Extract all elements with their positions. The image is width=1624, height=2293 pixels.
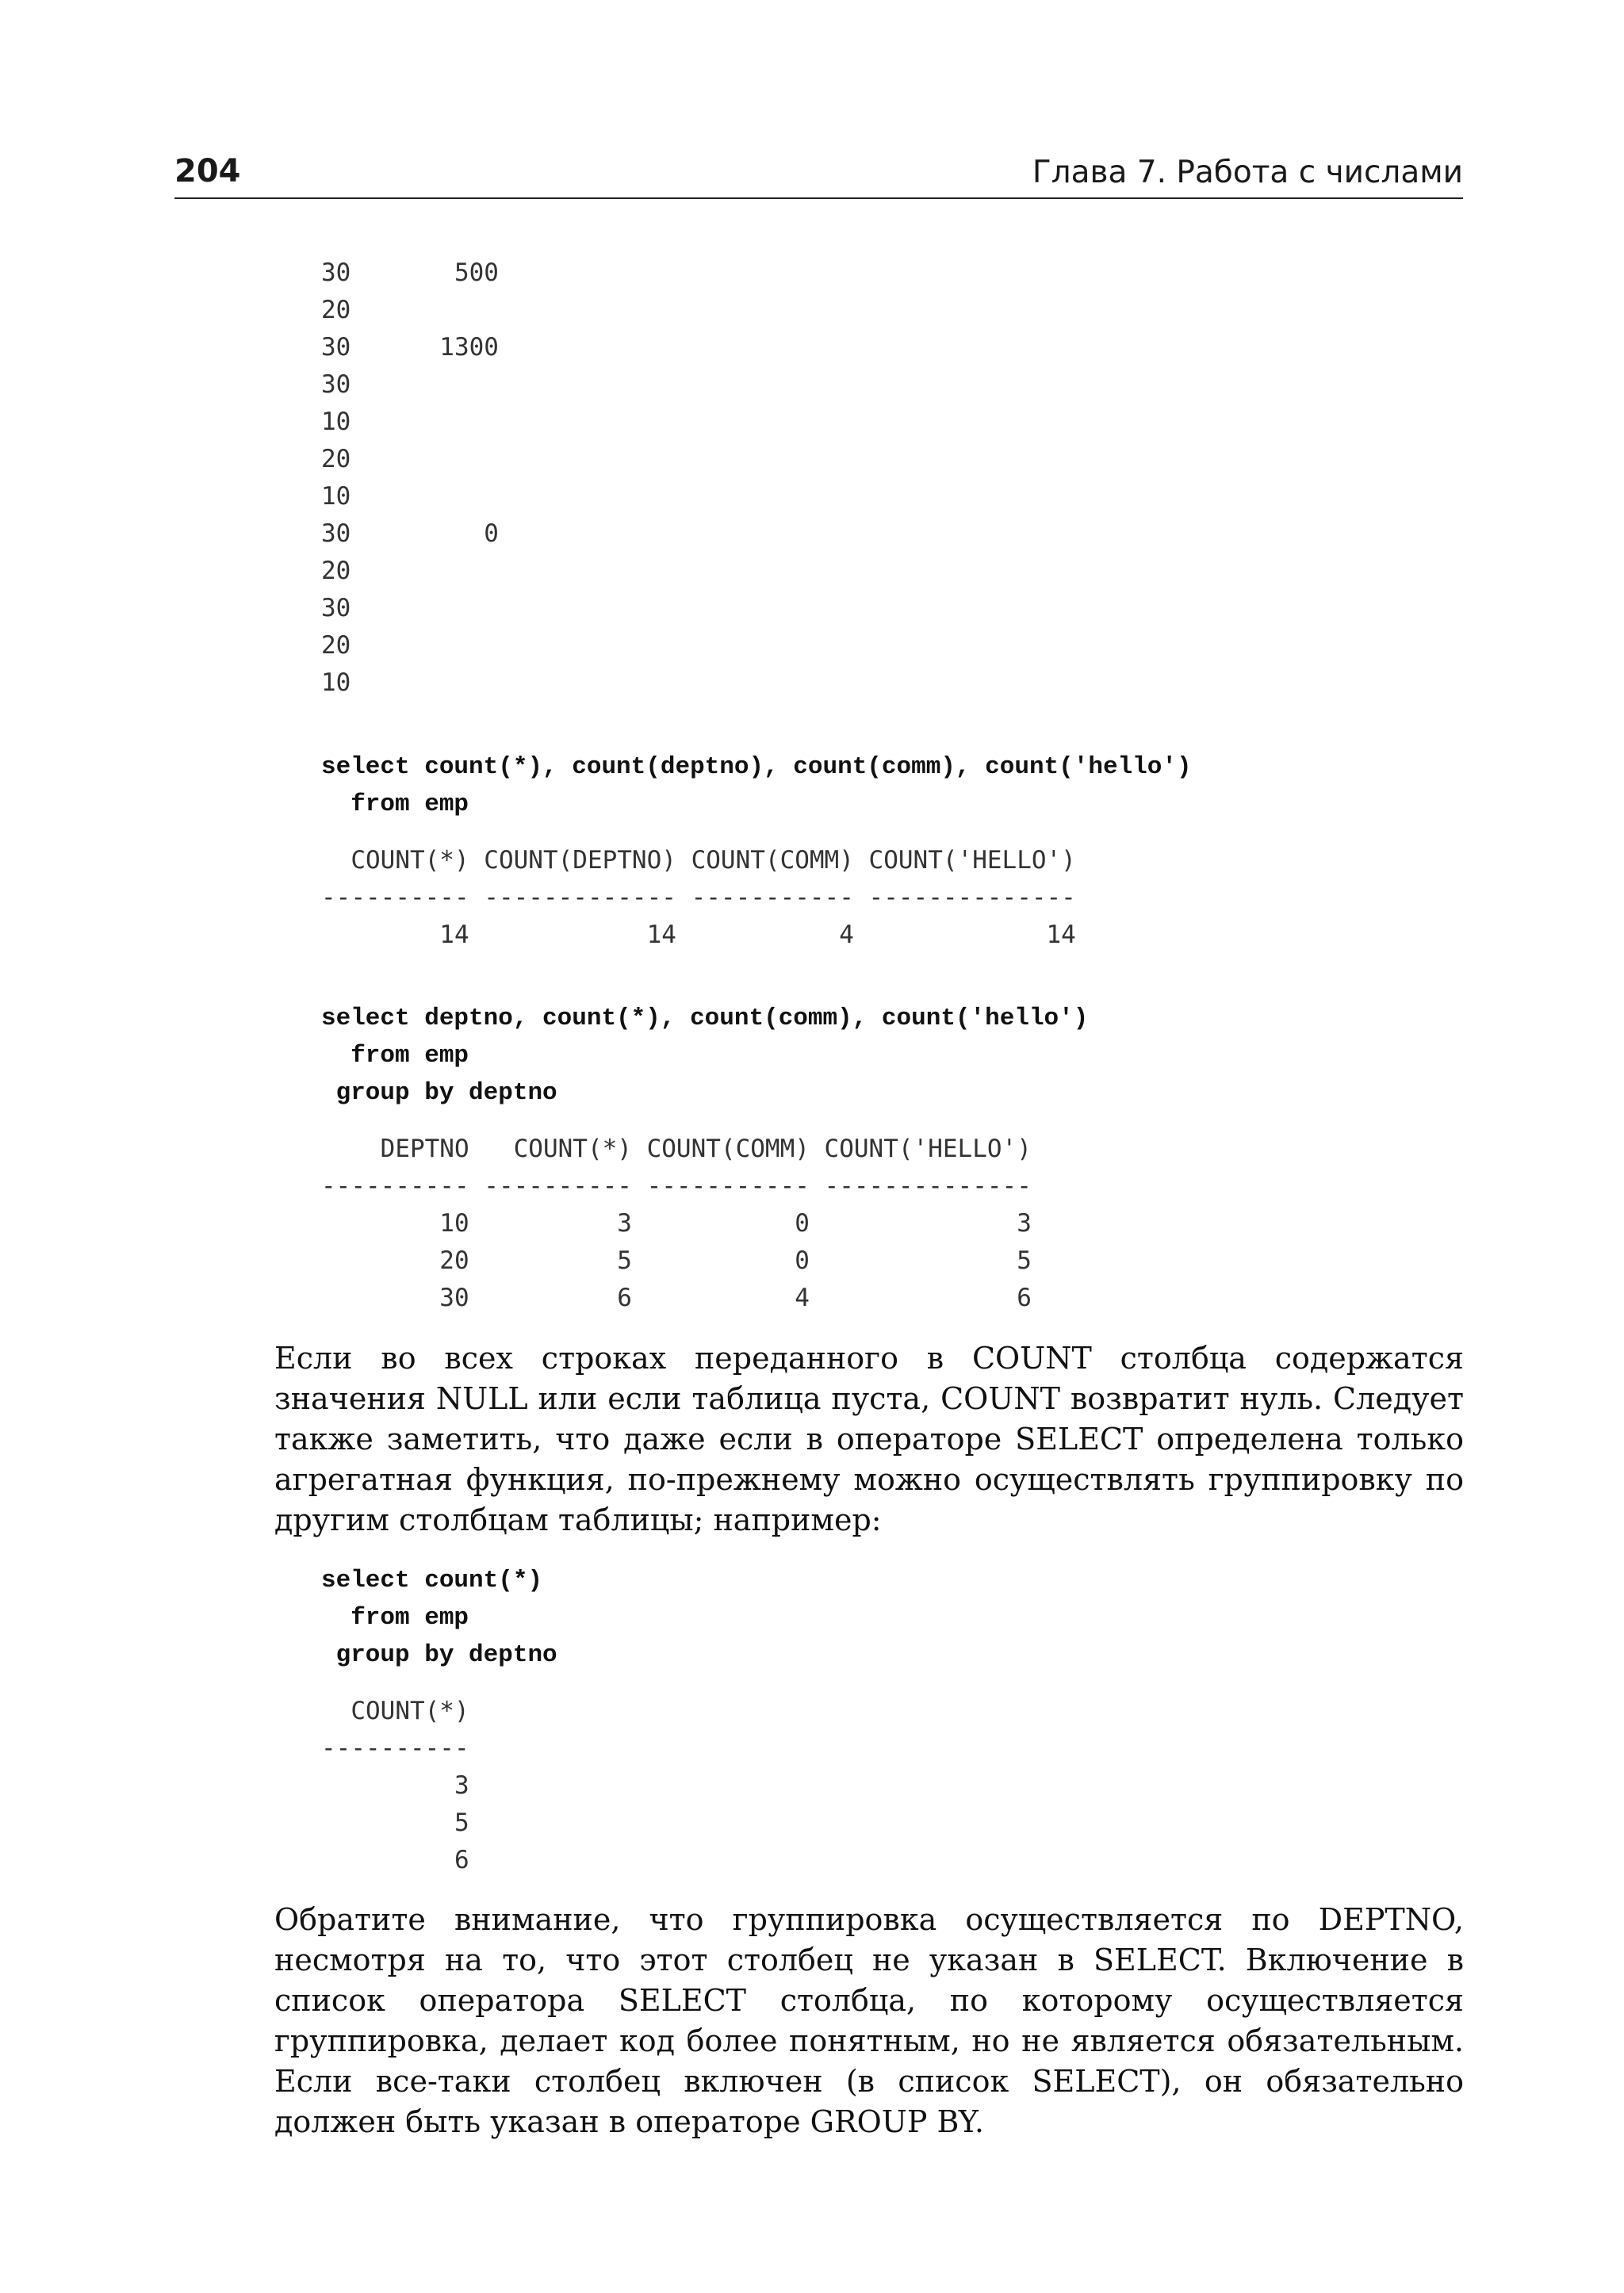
page-number: 204 [174,153,241,189]
code-query-count: select count(*), count(deptno), count(comm), count('hello') from emp [321,753,1192,818]
code-query-count-group: select count(*) from emp group by deptno [321,1567,557,1669]
code-query-group-deptno: select deptno, count(*), count(comm), count('hello') from emp group by deptno [321,1005,1089,1107]
paragraph-group-by-note: Обратите внимание, что группировка осуществляется по DEPTNO, несмотря на то, что этот столбец не указан в SELECT. Включение в список оператора SELECT столбца, по которому осуществляется группировка, делает код более понятным, но не является обязательным. Если все-таки столбец включен (в список SELECT), он обязательно должен быть указан в операторе GROUP BY. [274,1902,1464,2139]
header-divider [174,197,1463,199]
result-count: COUNT(*) COUNT(DEPTNO) COUNT(COMM) COUNT('HELLO') ---------- ------------- ----------- -------------- 14 14 4 14 [321,846,1076,949]
paragraph-count-null: Если во всех строках переданного в COUNT столбца содержатся значения NULL или если таблица пуста, COUNT возвратит нуль. Следует также заметить, что даже если в операторе SELECT определена только агрегатная функция, по-прежнему можно осуществлять группировку по другим столбцам таблицы; например: [274,1341,1464,1537]
result-continuation: 30 500 20 30 1300 30 10 20 10 30 0 20 30 20 10 [321,258,499,697]
result-group-deptno: DEPTNO COUNT(*) COUNT(COMM) COUNT('HELLO') ---------- ---------- ----------- -------------- 10 3 0 3 20 5 0 5 30 6 4 6 [321,1135,1032,1312]
chapter-title: Глава 7. Работа с числами [1032,155,1463,190]
result-count-group: COUNT(*) ---------- 3 5 6 [321,1697,469,1874]
